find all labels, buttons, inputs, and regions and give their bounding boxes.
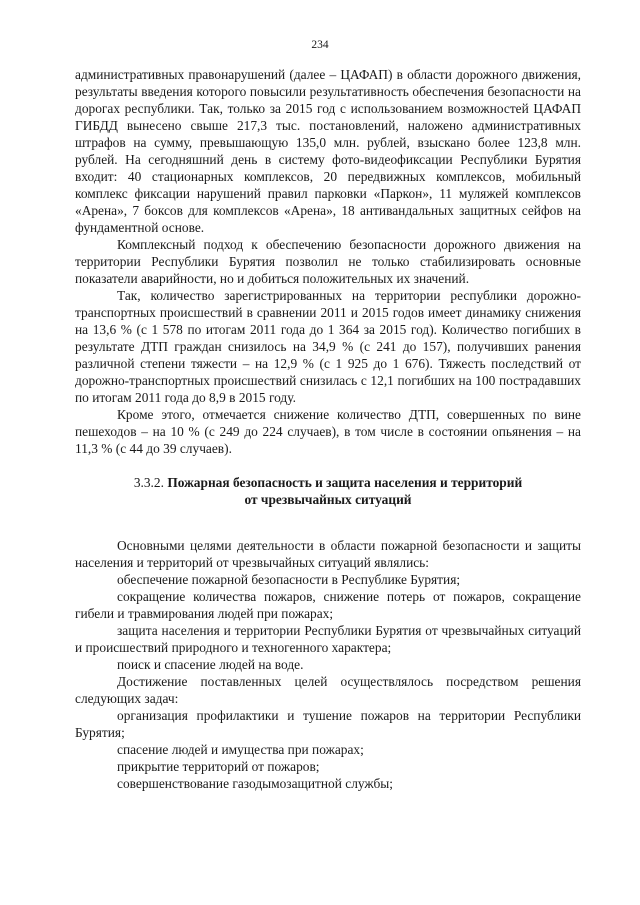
text-body	[75, 66, 581, 792]
list-item: поиск и спасение людей на воде.	[117, 657, 304, 672]
paragraph: Достижение поставленных целей осуществлялось посредством решения следующих задач:	[75, 674, 581, 706]
list-item: спасение людей и имущества при пожарах;	[117, 742, 364, 757]
list-item: прикрытие территорий от пожаров;	[117, 759, 320, 774]
paragraph: Комплексный подход к обеспечению безопасности дорожного движения на территории Республики Бурятия позволил не только стабилизировать основные показатели аварийности, но и добиться положительных их значений.	[75, 237, 581, 286]
list-item: сокращение количества пожаров, снижение потерь от пожаров, сокращение гибели и травмирования людей при пожарах;	[75, 589, 581, 621]
list-item: совершенствование газодымозащитной службы;	[117, 776, 393, 791]
section-title-line1: Пожарная безопасность и защита населения и территорий	[167, 475, 523, 490]
paragraph: административных правонарушений (далее – ЦАФАП) в области дорожного движения, результаты введения которого повысили результативность обеспечения безопасности на дорогах республики. Так, только за 2015 год с использованием возможностей ЦАФАП ГИБДД вынесено свыше 217,3 тыс. постановлений, наложено административных штрафов на сумму, превышающую 135,0 млн. рублей, взыскано более 123,8 млн. рублей. На сегодняшний день в систему фото-видеофиксации Республики Бурятия входит: 40 стационарных комплексов, 20 передвижных комплексов, мобильный комплекс фиксации нарушений правил парковки «Паркон», 11 муляжей комплексов «Арена», 7 боксов для комплексов «Арена», 18 антивандальных защитных сейфов на фундаментной основе.	[75, 67, 581, 235]
paragraph: Кроме этого, отмечается снижение количество ДТП, совершенных по вине пешеходов – на 10 % (с 249 до 224 случаев), в том числе в состоянии опьянения – на 11,3 % (с 44 до 39 случаев).	[75, 407, 581, 456]
paragraph: Так, количество зарегистрированных на территории республики дорожно-транспортных происшествий в сравнении 2011 и 2015 годов имеет динамику снижения на 13,6 % (с 1 578 по итогам 2011 года до 1 364 за 2015 год). Количество погибших в результате ДТП граждан снизилось на 34,9 % (с 241 до 157), получивших ранения различной степени тяжести – на 12,9 % (с 1 925 до 1 676). Тяжесть последствий от дорожно-транспортных происшествий снизилась с 12,1 погибших на 100 пострадавших по итогам 2011 года до 8,9 в 2015 году.	[75, 288, 581, 405]
list-item: обеспечение пожарной безопасности в Республике Бурятия;	[117, 572, 461, 587]
paragraph: Основными целями деятельности в области пожарной безопасности и защиты населения и территорий от чрезвычайных ситуаций являлись:	[75, 538, 581, 570]
list-item: организация профилактики и тушение пожаров на территории Республики Бурятия;	[75, 708, 581, 740]
list-item: защита населения и территории Республики Бурятия от чрезвычайных ситуаций и происшествий природного и техногенного характера;	[75, 623, 581, 655]
page-number: 234	[311, 39, 329, 51]
section-number: 3.3.2.	[133, 475, 164, 490]
section-heading	[75, 474, 581, 508]
section-title-line2: от чрезвычайных ситуаций	[244, 492, 412, 507]
